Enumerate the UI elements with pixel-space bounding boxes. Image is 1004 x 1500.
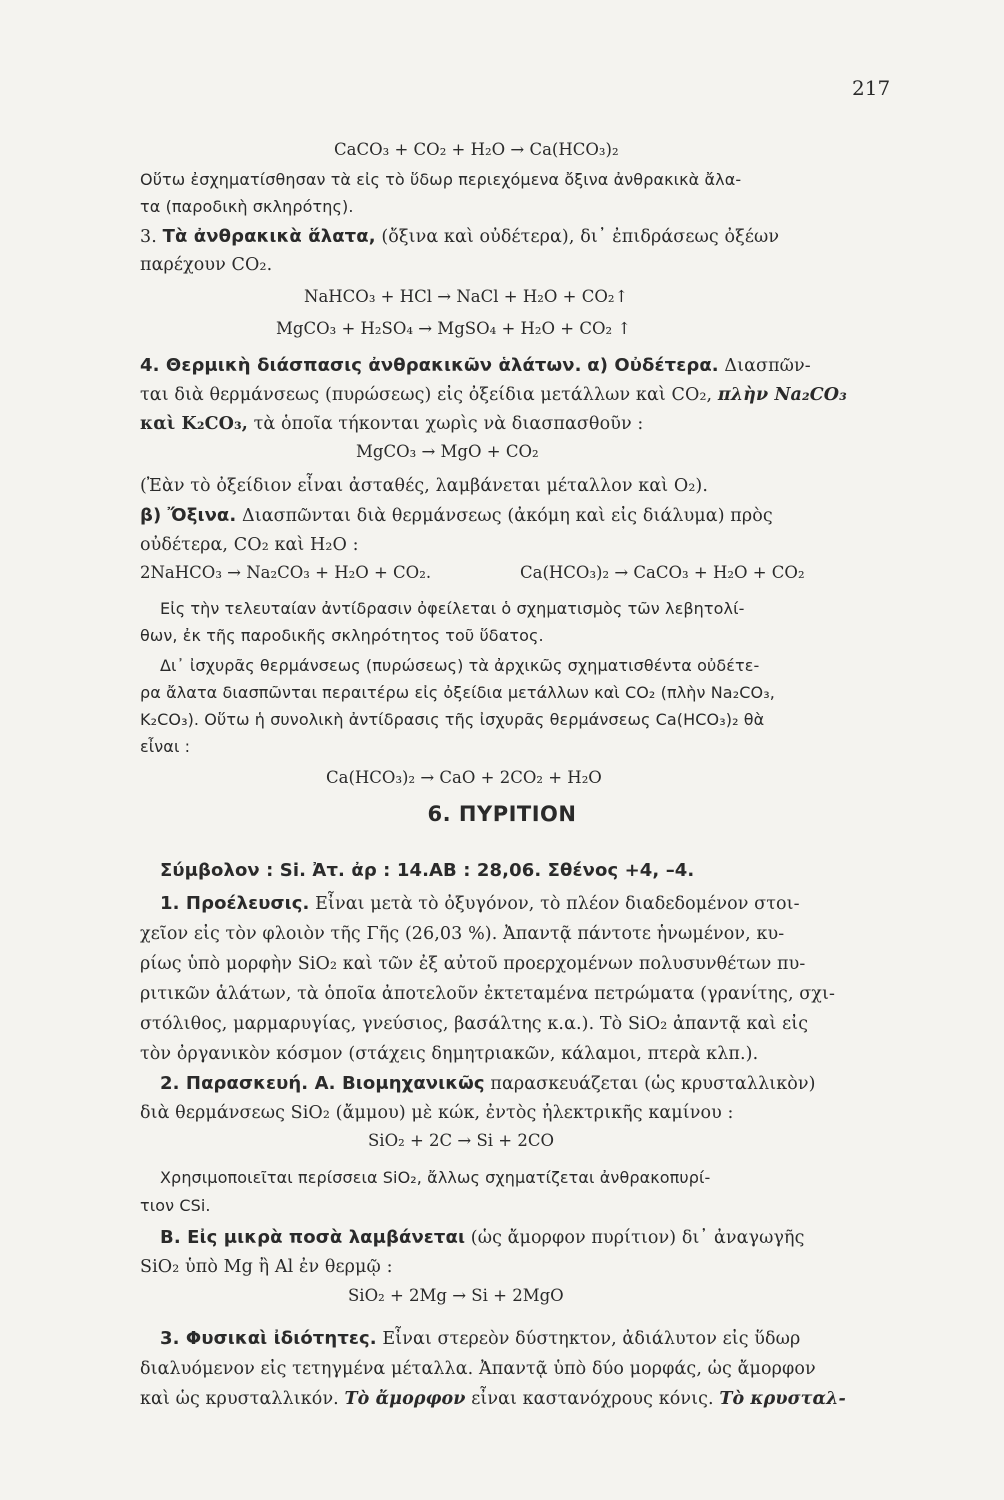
section-1-heading-line bbox=[160, 890, 892, 918]
text-span: ται διὰ θερμάνσεως (πυρώσεως) εἰς ὀξείδια μετάλλων καὶ CO₂, bbox=[140, 385, 713, 405]
equation-nahco3-hcl: NaHCO₃ + HCl → NaCl + H₂O + CO₂↑ bbox=[304, 287, 629, 306]
equation-sio2-carbon: SiO₂ + 2C → Si + 2CO bbox=[368, 1131, 555, 1150]
paragraph-line: θων, ἐκ τῆς παροδικῆς σκληρότητος τοῦ ὕδατος. bbox=[140, 626, 544, 645]
emphasis-text: πλὴν Na₂CO₃ bbox=[717, 385, 847, 405]
paragraph-line: τὸν ὀργανικὸν κόσμον (στάχεις δημητριακῶν, κάλαμοι, πτερὰ κλπ.). bbox=[140, 1044, 759, 1064]
paragraph-line bbox=[140, 166, 892, 194]
paragraph-line: Χρησιμοποιεῖται περίσσεια SiO₂, ἄλλως σχηματίζεται ἀνθρακοπυρί- bbox=[160, 1168, 711, 1187]
paragraph-line: ρα ἄλατα διασπῶνται περαιτέρω εἰς ὀξείδια μετάλλων καὶ CO₂ (πλὴν Na₂CO₃, bbox=[140, 683, 775, 702]
section-title: Τὰ ἀνθρακικὰ ἅλατα, bbox=[162, 226, 376, 247]
paragraph-line: K₂CO₃). Οὕτω ἡ συνολικὴ ἀντίδρασις τῆς ἰσχυρᾶς θερμάνσεως Ca(HCO₃)₂ θὰ bbox=[140, 710, 765, 729]
section-3-heading-line bbox=[140, 223, 892, 251]
paragraph-line: τιον CSi. bbox=[140, 1196, 211, 1215]
section-number: 3. bbox=[140, 227, 157, 247]
subsection-b-heading-line bbox=[140, 502, 892, 530]
text-span: τὰ ὁποῖα τήκονται χωρὶς νὰ διασπασθοῦν : bbox=[253, 414, 644, 434]
paragraph-line: διὰ θερμάνσεως SiO₂ (ἄμμου) μὲ κώκ, ἐντὸς ἠλεκτρικῆς καμίνου : bbox=[140, 1103, 734, 1123]
section-text: Διασπῶνται διὰ θερμάνσεως (ἀκόμη καὶ εἰς διάλυμα) πρὸς bbox=[242, 506, 773, 526]
section-text: (ὡς ἄμορφον πυρίτιον) δι᾽ ἀναγωγῆς bbox=[470, 1228, 805, 1248]
paragraph-line: οὐδέτερα, CO₂ καὶ H₂O : bbox=[140, 535, 359, 555]
section-title: 4. Θερμικὴ διάσπασις ἀνθρακικῶν ἁλάτων. bbox=[140, 355, 582, 376]
page-number: 217 bbox=[852, 76, 891, 100]
section-text: Εἶναι στερεὸν δύστηκτον, ἀδιάλυτον εἰς ὕδωρ bbox=[382, 1329, 801, 1349]
equation-mgco3-decomposition: MgCO₃ → MgO + CO₂ bbox=[356, 442, 539, 461]
emphasis-text: Τὸ ἄμορφον bbox=[344, 1389, 466, 1409]
section-3b-heading-line bbox=[160, 1325, 892, 1353]
paragraph-line: παρέχουν CO₂. bbox=[140, 255, 273, 275]
paragraph-line: στόλιθος, μαρμαρυγίας, γνεύσιος, βασάλτης κ.α.). Τὸ SiO₂ ἀπαντᾷ καὶ εἰς bbox=[140, 1014, 809, 1034]
paragraph-line: SiO₂ ὑπὸ Mg ἢ Al ἐν θερμῷ : bbox=[140, 1257, 393, 1277]
paragraph-line: ριτικῶν ἁλάτων, τὰ ὁποῖα ἀποτελοῦν ἐκτεταμένα πετρώματα (γρανίτης, σχι- bbox=[140, 984, 835, 1004]
paragraph-line bbox=[140, 381, 892, 409]
emphasis-text: καὶ K₂CO₃, bbox=[140, 414, 248, 434]
section-text: (ὄξινα καὶ οὐδέτερα), δι᾽ ἐπιδράσεως ὀξέων bbox=[381, 227, 780, 247]
paragraph-line: εἶναι : bbox=[140, 737, 191, 756]
equation-bicarbonate-formation: CaCO₃ + CO₂ + H₂O → Ca(HCO₃)₂ bbox=[334, 140, 619, 159]
paragraph-line bbox=[140, 410, 892, 438]
paragraph-line bbox=[140, 1385, 892, 1413]
section-title: 1. Προέλευσις. bbox=[160, 893, 310, 914]
text-span: εἶναι καστανόχρους κόνις. bbox=[471, 1389, 714, 1409]
subsection-B-heading-line bbox=[160, 1224, 892, 1252]
section-title: 3. Φυσικαὶ ἰδιότητες. bbox=[160, 1328, 377, 1349]
section-4-heading-line bbox=[140, 352, 892, 380]
paragraph-line: (Ἐὰν τὸ ὀξείδιον εἶναι ἀσταθές, λαμβάνεται μέταλλον καὶ O₂). bbox=[140, 476, 709, 496]
element-symbol-line: Σύμβολον : Si. Ἀτ. ἀρ : 14.ΑΒ : 28,06. Σθένος +4, –4. bbox=[160, 860, 695, 881]
section-text: Διασπῶν- bbox=[724, 356, 811, 376]
paragraph-line: Εἰς τὴν τελευταίαν ἀντίδρασιν ὀφείλεται ὁ σχηματισμὸς τῶν λεβητολί- bbox=[160, 599, 745, 618]
paragraph-line: Δι᾽ ἰσχυρᾶς θερμάνσεως (πυρώσεως) τὰ ἀρχικῶς σχηματισθέντα οὐδέτε- bbox=[160, 656, 760, 675]
equation-sio2-magnesium: SiO₂ + 2Mg → Si + 2MgO bbox=[348, 1286, 564, 1305]
section-2-heading-line bbox=[160, 1070, 892, 1098]
paragraph-line: χεῖον εἰς τὸν φλοιὸν τῆς Γῆς (26,03 %). Ἀπαντᾷ πάντοτε ἡνωμένον, κυ- bbox=[140, 924, 785, 944]
paragraph-line: ρίως ὑπὸ μορφὴν SiO₂ καὶ τῶν ἐξ αὐτοῦ προερχομένων πολυσυνθέτων πυ- bbox=[140, 954, 806, 974]
section-title: 2. Παρασκευή. Α. Βιομηχανικῶς bbox=[160, 1073, 485, 1094]
emphasis-text: Τὸ κρυσταλ- bbox=[719, 1389, 846, 1409]
section-text: Εἶναι μετὰ τὸ ὀξυγόνον, τὸ πλέον διαδεδομένον στοι- bbox=[315, 894, 800, 914]
equation-nahco3-decomposition: 2NaHCO₃ → Na₂CO₃ + H₂O + CO₂. bbox=[140, 563, 432, 582]
subsection-title: α) Οὐδέτερα. bbox=[587, 355, 719, 376]
equation-cahco3-decomposition: Ca(HCO₃)₂ → CaCO₃ + H₂O + CO₂ bbox=[520, 563, 805, 582]
section-text: παρασκευάζεται (ὡς κρυσταλλικὸν) bbox=[490, 1074, 816, 1094]
paragraph-line: τα (παροδικὴ σκληρότης). bbox=[140, 197, 354, 216]
text-line: Οὕτω ἐσχηματίσθησαν τὰ εἰς τὸ ὕδωρ περιεχόμενα ὄξινα ἀνθρακικὰ ἄλα- bbox=[140, 170, 742, 189]
chapter-heading: 6. ΠΥΡΙΤΙΟΝ bbox=[427, 802, 577, 826]
subsection-title: β) Ὄξινα. bbox=[140, 505, 237, 526]
text-span: καὶ ὡς κρυσταλλικόν. bbox=[140, 1389, 339, 1409]
equation-cahco3-strong-heating: Ca(HCO₃)₂ → CaO + 2CO₂ + H₂O bbox=[326, 768, 602, 787]
equation-mgco3-h2so4: MgCO₃ + H₂SO₄ → MgSO₄ + H₂O + CO₂ ↑ bbox=[276, 319, 632, 338]
paragraph-line: διαλυόμενον εἰς τετηγμένα μέταλλα. Ἀπαντᾷ ὑπὸ δύο μορφάς, ὡς ἄμορφον bbox=[140, 1359, 816, 1379]
subsection-title: Β. Εἰς μικρὰ ποσὰ λαμβάνεται bbox=[160, 1227, 466, 1248]
